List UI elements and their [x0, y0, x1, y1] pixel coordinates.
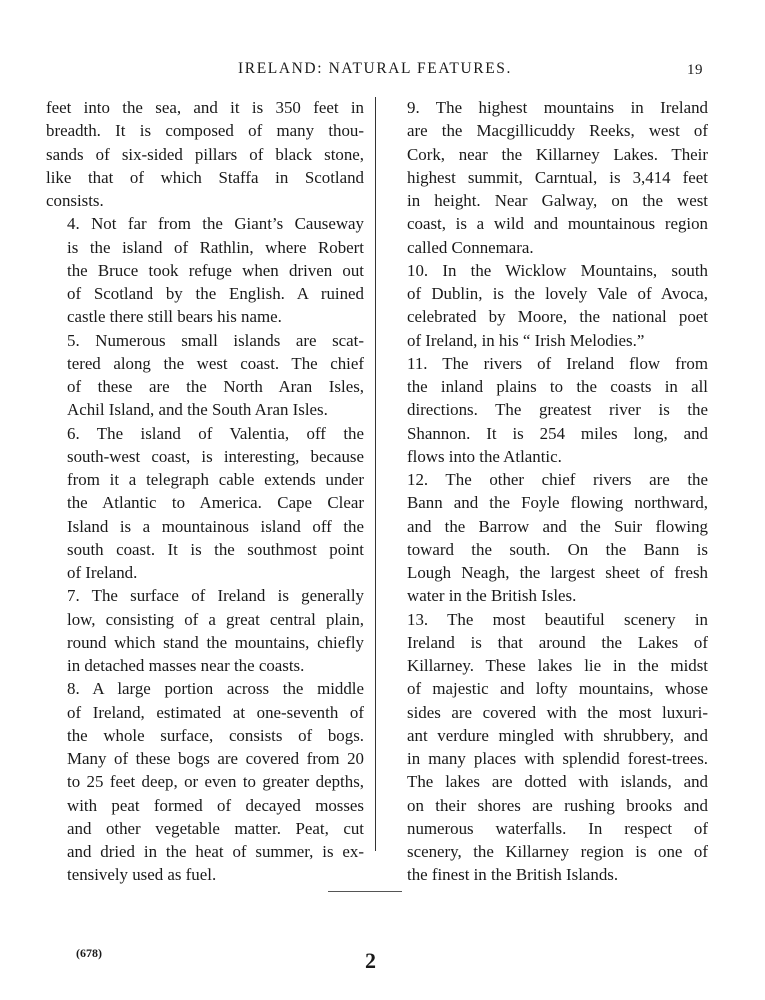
text-line: in many places with splendid forest-trees. [407, 749, 708, 768]
text-line: to 25 feet deep, or even to greater depths, [67, 772, 364, 792]
left-column [46, 96, 364, 887]
paragraph [46, 329, 364, 422]
paragraph [46, 677, 364, 886]
text-line: of Ireland, in his “ Irish Melodies.” [407, 330, 645, 350]
text-line: the inland plains to the coasts in all [407, 377, 708, 396]
text-line: water in the British Isles. [407, 586, 577, 606]
text-line: tensively used as fuel. [67, 865, 217, 885]
text-line: called Connemara. [407, 237, 534, 257]
text-line: are the Macgillicuddy Reeks, west of [407, 121, 708, 141]
text-line: tered along the west coast. The chief [67, 353, 364, 373]
text-line: Many of these bogs are covered from 20 [67, 749, 364, 768]
paragraph [386, 608, 708, 887]
text-line: 5. Numerous small islands are scat- [67, 330, 364, 350]
text-line: The lakes are dotted with islands, and [407, 772, 708, 792]
paragraph [46, 96, 364, 212]
text-line: flows into the Atlantic. [407, 446, 562, 466]
text-line: south-west coast, is interesting, because [67, 446, 364, 466]
text-line: south coast. It is the southmost point [67, 539, 364, 559]
text-line: on their shores are rushing brooks and [407, 795, 708, 815]
text-line: Cork, near the Killarney Lakes. Their [407, 144, 708, 164]
paragraph [46, 584, 364, 677]
text-line: numerous waterfalls. In respect of [407, 818, 708, 838]
text-line: 13. The most beautiful scenery in [407, 609, 708, 629]
text-line: 9. The highest mountains in Ireland [407, 98, 708, 117]
text-line: ant verdure mingled with shrubbery, and [407, 725, 708, 745]
text-line: Achil Island, and the South Aran Isles. [67, 400, 328, 420]
text-line: toward the south. On the Bann is [407, 539, 708, 559]
text-line: of these are the North Aran Isles, [67, 377, 364, 396]
paragraph [386, 259, 708, 352]
text-line: of Ireland, estimated at one-seventh of [67, 702, 364, 722]
running-title: IRELAND: NATURAL FEATURES. [238, 60, 512, 77]
paragraph [386, 468, 708, 608]
text-line: highest summit, Carntual, is 3,414 feet [407, 167, 708, 187]
printer-signature: (678) [76, 946, 102, 960]
text-line: in detached masses near the coasts. [67, 656, 305, 675]
text-line: 12. The other chief rivers are the [407, 470, 708, 489]
text-line: round which stand the mountains, chiefly [67, 632, 364, 652]
text-line: from it a telegraph cable extends under [67, 470, 364, 489]
text-line: Shannon. It is 254 miles long, and [407, 423, 708, 443]
text-line: 10. In the Wicklow Mountains, south [407, 260, 708, 280]
text-line: castle there still bears his name. [67, 307, 282, 327]
text-line: and dried in the heat of summer, is ex- [67, 842, 364, 861]
text-line: the Atlantic to America. Cape Clear [67, 493, 364, 513]
text-line: 6. The island of Valentia, off the [67, 423, 364, 443]
text-line: the Bruce took refuge when driven out [67, 260, 364, 280]
text-line: of Dublin, is the lovely Vale of Avoca, [407, 284, 708, 303]
text-line: the whole surface, consists of bogs. [67, 725, 364, 745]
text-line: with peat formed of decayed mosses [67, 795, 364, 815]
text-line: scenery, the Killarney region is one of [407, 842, 708, 861]
text-line: and the Barrow and the Suir flowing [407, 516, 708, 536]
text-line: directions. The greatest river is the [407, 400, 708, 420]
text-line: and other vegetable matter. Peat, cut [67, 818, 364, 838]
paragraph [386, 96, 708, 259]
text-line: in height. Near Galway, on the west [407, 191, 708, 210]
text-line: is the island of Rathlin, where Robert [67, 237, 364, 257]
page-number: 19 [687, 62, 703, 78]
text-line: Lough Neagh, the largest sheet of fresh [407, 563, 708, 582]
column-divider [375, 97, 376, 851]
text-line: celebrated by Moore, the national poet [407, 307, 708, 327]
text-line: Ireland is that around the Lakes of [407, 632, 708, 652]
text-line: of majestic and lofty mountains, whose [407, 679, 708, 699]
text-line: low, consisting of a great central plain, [67, 609, 364, 629]
text-line: the finest in the British Islands. [407, 865, 619, 885]
paragraph [46, 212, 364, 328]
text-line: sands of six-sided pillars of black stone, [46, 144, 364, 164]
text-line: Bann and the Foyle flowing northward, [407, 493, 708, 513]
text-line: Island is a mountainous island off the [67, 516, 364, 536]
text-line: breadth. It is composed of many thou- [46, 121, 364, 141]
right-column [386, 96, 708, 887]
gathering-mark: 2 [365, 948, 376, 973]
text-line: consists. [46, 191, 104, 210]
text-line: sides are covered with the most luxuri- [407, 702, 708, 722]
text-line: 7. The surface of Ireland is generally [67, 586, 364, 606]
paragraph [386, 352, 708, 468]
paragraph [46, 422, 364, 585]
text-line: of Ireland. [67, 563, 138, 582]
text-line: of Scotland by the English. A ruined [67, 284, 364, 303]
text-line: 8. A large portion across the middle [67, 679, 364, 699]
text-line: Killarney. These lakes lie in the midst [407, 656, 708, 675]
text-line: like that of which Staffa in Scotland [46, 167, 364, 187]
text-line: 11. The rivers of Ireland flow from [407, 353, 708, 373]
footer-rule [328, 891, 402, 892]
text-line: 4. Not far from the Giant’s Causeway [67, 214, 364, 234]
text-line: coast, is a wild and mountainous region [407, 214, 708, 234]
text-line: feet into the sea, and it is 350 feet in [46, 98, 364, 117]
